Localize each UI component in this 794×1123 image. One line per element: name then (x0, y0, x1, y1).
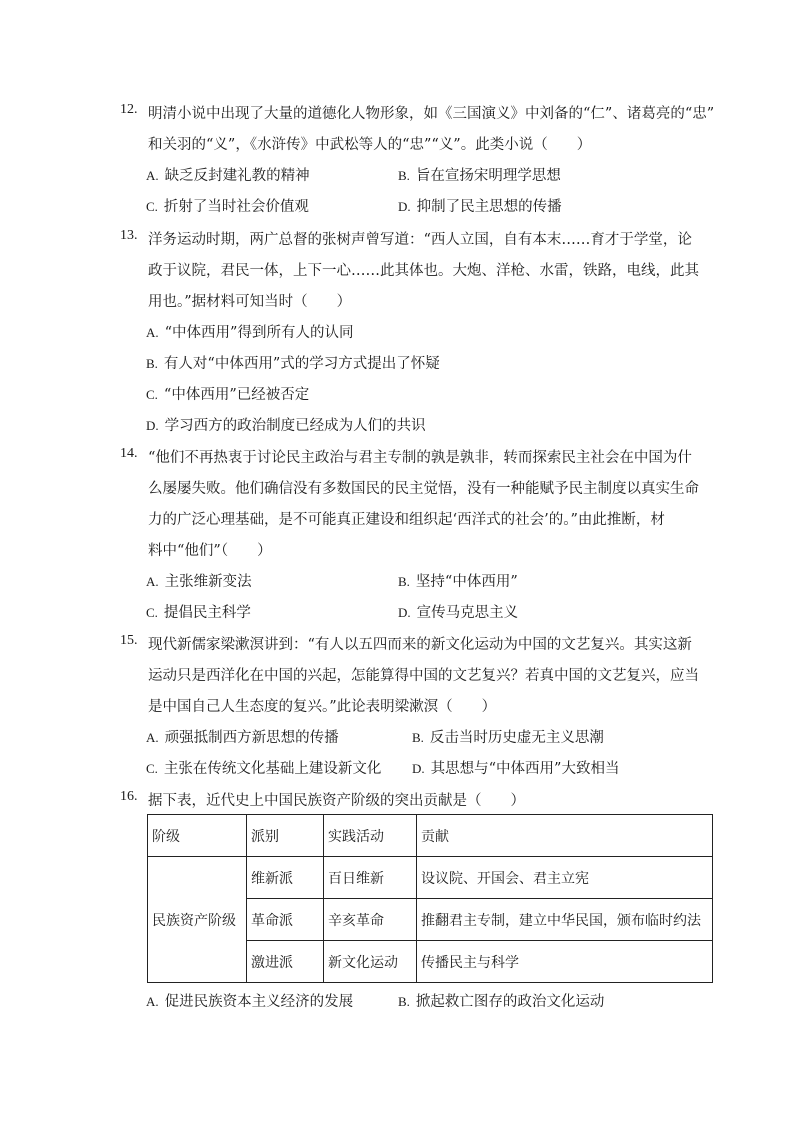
option-a: A. 顽强抵制西方新思想的传播 (146, 730, 339, 746)
table-cell: 设议院、开国会、君主立宪 (417, 857, 713, 899)
option-d: D. 其思想与“中体西用”大致相当 (412, 761, 620, 777)
table-cell: 推翻君主专制，建立中华民国，颁布临时约法 (417, 899, 713, 941)
bourgeoisie-contribution-table (147, 814, 713, 983)
option-a: A. “中体西用”得到所有人的认同 (146, 325, 354, 341)
option-c: C. 主张在传统文化基础上建设新文化 (146, 761, 382, 777)
table-cell: 百日维新 (324, 857, 417, 899)
table-header-row (148, 815, 713, 857)
question-number: 14. (120, 446, 138, 461)
table-cell: 革命派 (247, 899, 324, 941)
table-cell: 传播民主与科学 (417, 941, 713, 983)
option-a: A. 促进民族资本主义经济的发展 (146, 994, 354, 1010)
option-a: A. 缺乏反封建礼教的精神 (146, 168, 310, 184)
table-cell-class: 民族资产阶级 (148, 857, 247, 983)
table-cell: 维新派 (247, 857, 324, 899)
option-c: C. “中体西用”已经被否定 (146, 387, 310, 403)
option-b: B. 旨在宣扬宋明理学思想 (398, 168, 561, 184)
option-c: C. 折射了当时社会价值观 (146, 199, 309, 215)
table-header-cell: 贡献 (417, 815, 713, 857)
option-b: B. 坚持“中体西用” (398, 574, 518, 590)
option-d: D. 抑制了民主思想的传播 (398, 199, 562, 215)
question-number: 16. (120, 789, 138, 804)
table-header-cell: 实践活动 (324, 815, 417, 857)
table-cell: 新文化运动 (324, 941, 417, 983)
table-cell: 辛亥革命 (324, 899, 417, 941)
table-header-cell: 派别 (247, 815, 324, 857)
option-b: B. 反击当时历史虚无主义思潮 (412, 730, 604, 746)
question-number: 12. (120, 102, 138, 117)
option-a: A. 主张维新变法 (146, 574, 252, 590)
option-b: B. 掀起救亡图存的政治文化运动 (398, 994, 605, 1010)
option-d: D. 宣传马克思主义 (398, 605, 519, 621)
table-cell: 激进派 (247, 941, 324, 983)
option-d: D. 学习西方的政治制度已经成为人们的共识 (146, 418, 426, 434)
question-number: 15. (120, 633, 138, 648)
option-b: B. 有人对“中体西用”式的学习方式提出了怀疑 (146, 356, 440, 372)
option-c: C. 提倡民主科学 (146, 605, 251, 621)
question-number: 13. (120, 228, 138, 243)
table-row (148, 857, 713, 899)
table-header-cell: 阶级 (148, 815, 247, 857)
